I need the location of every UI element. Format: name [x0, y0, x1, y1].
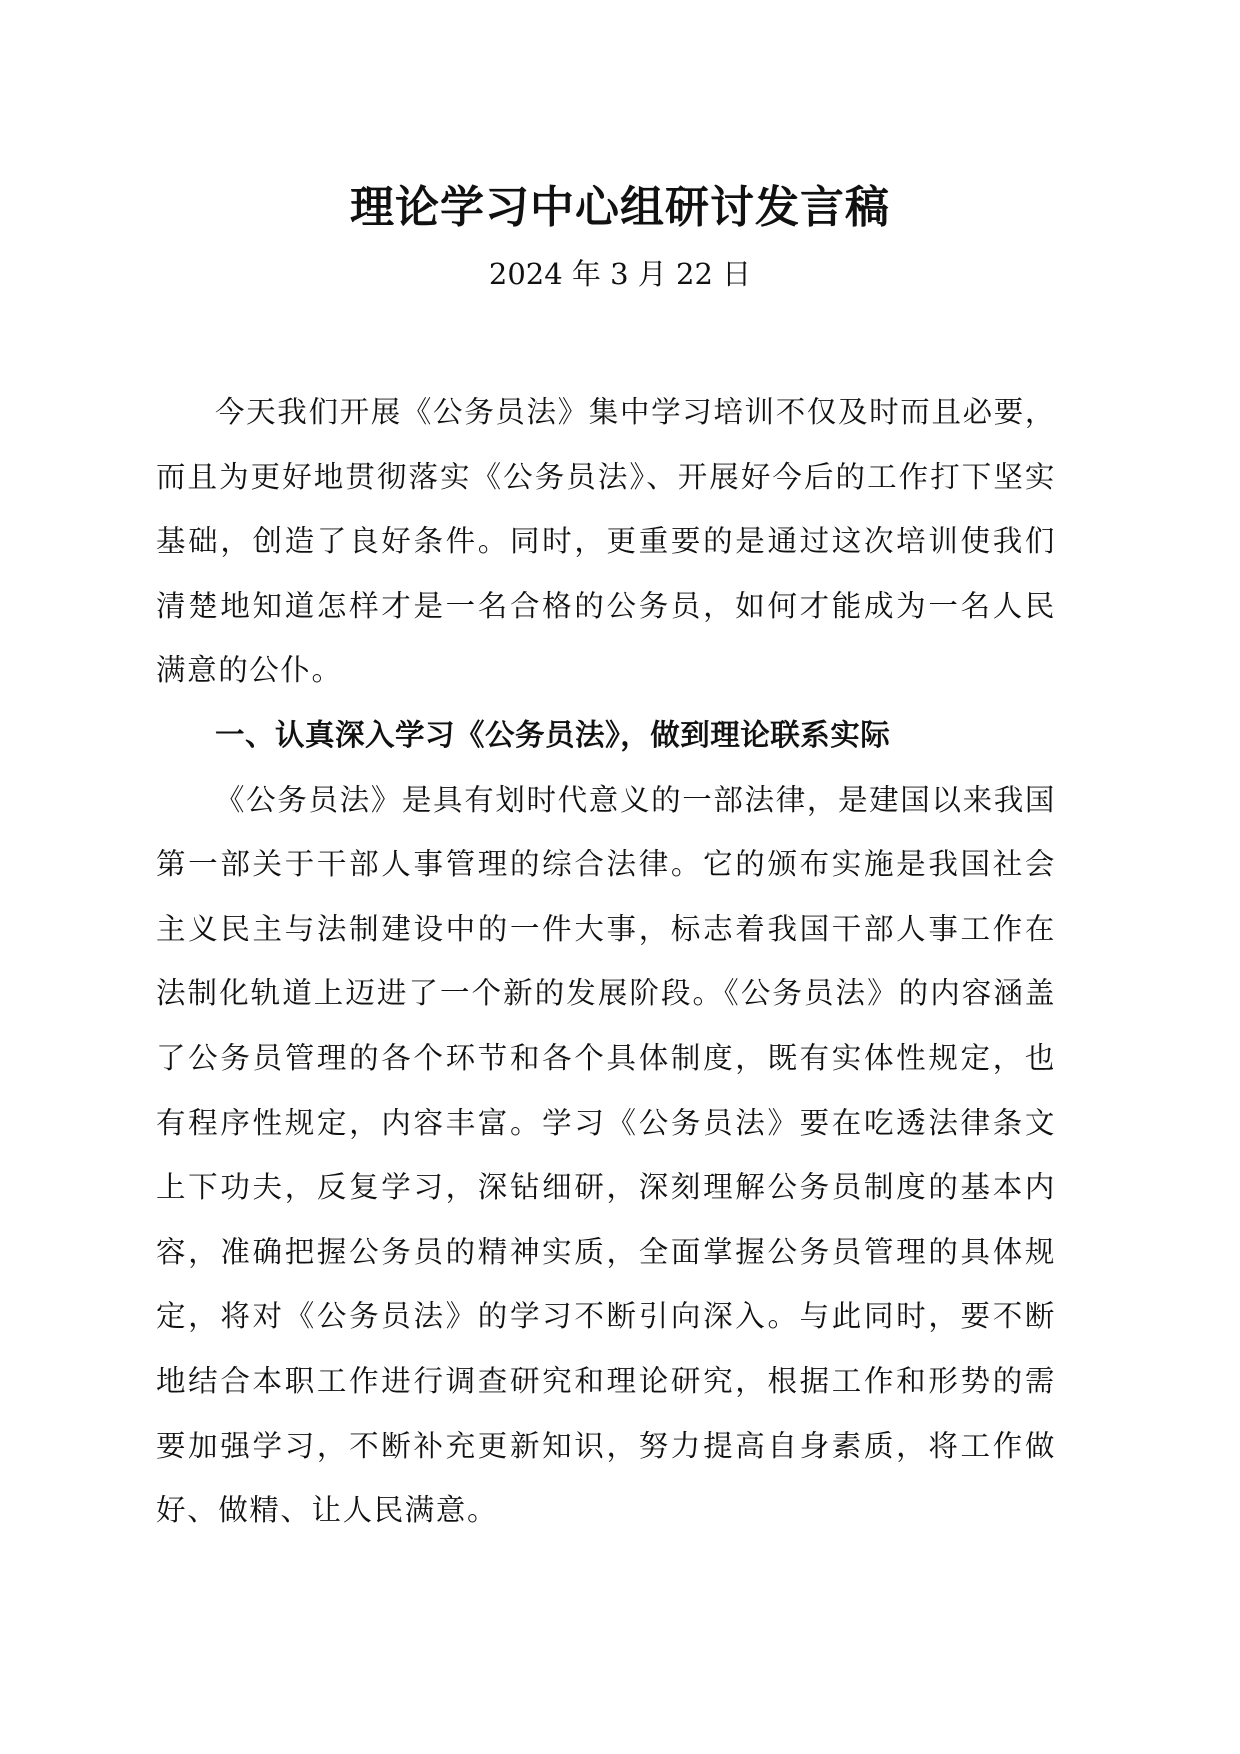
document-title: 理论学习中心组研讨发言稿 [350, 182, 890, 233]
document-date: 2024 年 3 月 22 日 [488, 257, 752, 291]
section-heading-1: 一、认真深入学习《公务员法》，做到理论联系实际 [215, 717, 891, 752]
document-body [156, 380, 1056, 1543]
section-1-paragraph: 《公务员法》是具有划时代意义的一部法律，是建国以来我国第一部关于干部人事管理的综合法律。它的颁布实施是我国社会主义民主与法制建设中的一件大事，标志着我国干部人事工作在法制化轨道上迈进了一个新的发展阶段。《公务员法》的内容涵盖了公务员管理的各个环节和各个具体制度，既有实体性规定，也有程序性规定，内容丰富。学习《公务员法》要在吃透法律条文上下功夫，反复学习，深钻细研，深刻理解公务员制度的基本内容，准确把握公务员的精神实质，全面掌握公务员管理的具体规定，将对《公务员法》的学习不断引向深入。与此同时，要不断地结合本职工作进行调查研究和理论研究，根据工作和形势的需要加强学习，不断补充更新知识，努力提高自身素质，将工作做好、做精、让人民满意。 [156, 782, 1056, 1528]
intro-paragraph: 今天我们开展《公务员法》集中学习培训不仅及时而且必要，而且为更好地贯彻落实《公务员法》、开展好今后的工作打下坚实基础，创造了良好条件。同时，更重要的是通过这次培训使我们清楚地知道怎样才是一名合格的公务员，如何才能成为一名人民满意的公仆。 [156, 395, 1056, 688]
